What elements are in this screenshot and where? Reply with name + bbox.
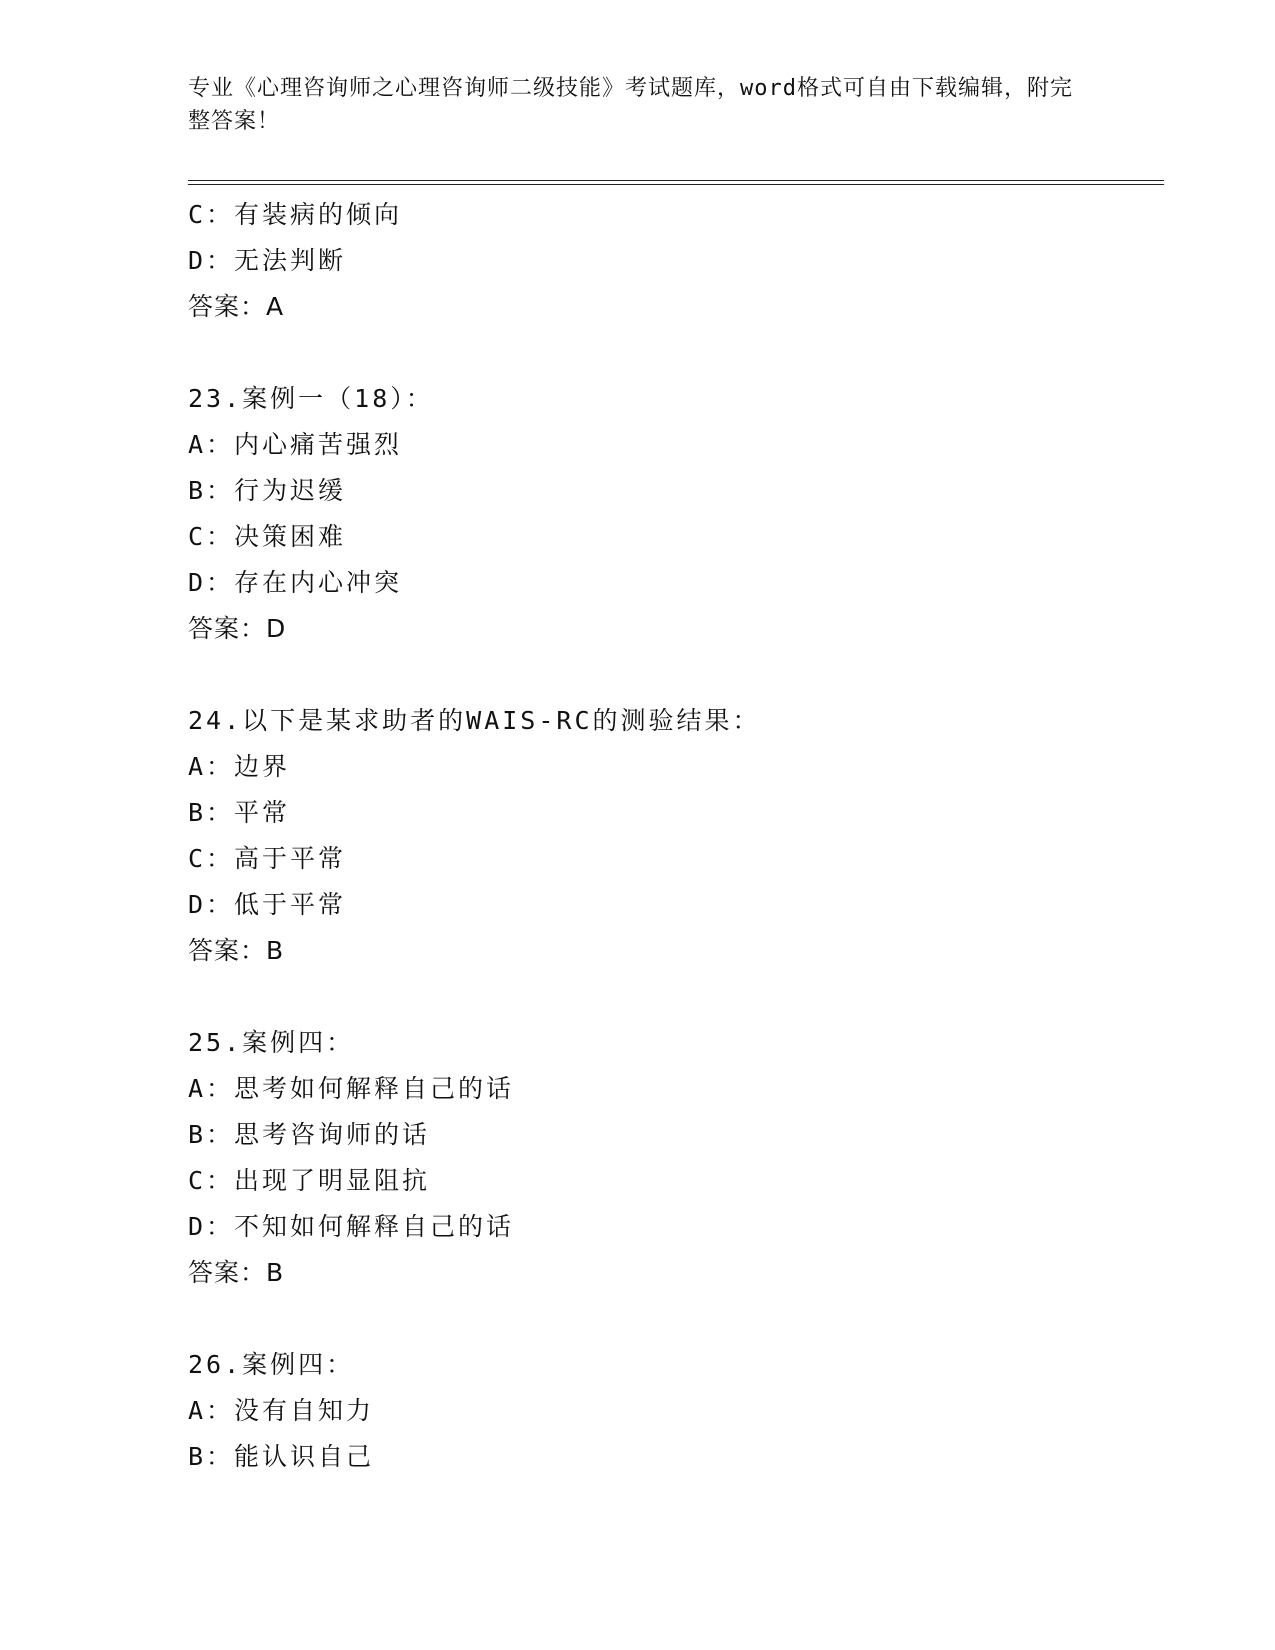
answer-line: 答案：D (188, 614, 287, 643)
answer-line: 答案：B (188, 936, 285, 965)
option-line: C：有装病的倾向 (188, 200, 403, 229)
option-line: B：平常 (188, 798, 291, 827)
option-line: B：能认识自己 (188, 1442, 375, 1471)
option-line: B：行为迟缓 (188, 476, 347, 505)
option-line: C：高于平常 (188, 844, 347, 873)
option-line: C：决策困难 (188, 522, 347, 551)
question-stem: 25.案例四： (188, 1028, 355, 1057)
spacer (188, 974, 1164, 1020)
question-stem: 26.案例四： (188, 1350, 355, 1379)
option-line: B：思考咨询师的话 (188, 1120, 431, 1149)
spacer (188, 1296, 1164, 1342)
option-line: A：内心痛苦强烈 (188, 430, 403, 459)
answer-line: 答案：A (188, 292, 285, 321)
option-line: D：无法判断 (188, 246, 347, 275)
option-line: D：不知如何解释自己的话 (188, 1212, 515, 1241)
header-divider-top (188, 180, 1164, 181)
answer-line: 答案：B (188, 1258, 285, 1287)
spacer (188, 652, 1164, 698)
question-stem: 23.案例一（18）： (188, 384, 434, 413)
question-list (188, 192, 1164, 1480)
header-divider-bottom (188, 184, 1164, 185)
spacer (188, 330, 1164, 376)
option-line: D：存在内心冲突 (188, 568, 403, 597)
option-line: A：没有自知力 (188, 1396, 375, 1425)
option-line: A：思考如何解释自己的话 (188, 1074, 515, 1103)
option-line: A：边界 (188, 752, 291, 781)
question-stem: 24.以下是某求助者的WAIS-RC的测验结果： (188, 706, 761, 735)
option-line: C：出现了明显阻抗 (188, 1166, 431, 1195)
option-line: D：低于平常 (188, 890, 347, 919)
document-header: 专业《心理咨询师之心理咨询师二级技能》考试题库，word格式可自由下载编辑，附完整答案！ (188, 76, 1073, 134)
